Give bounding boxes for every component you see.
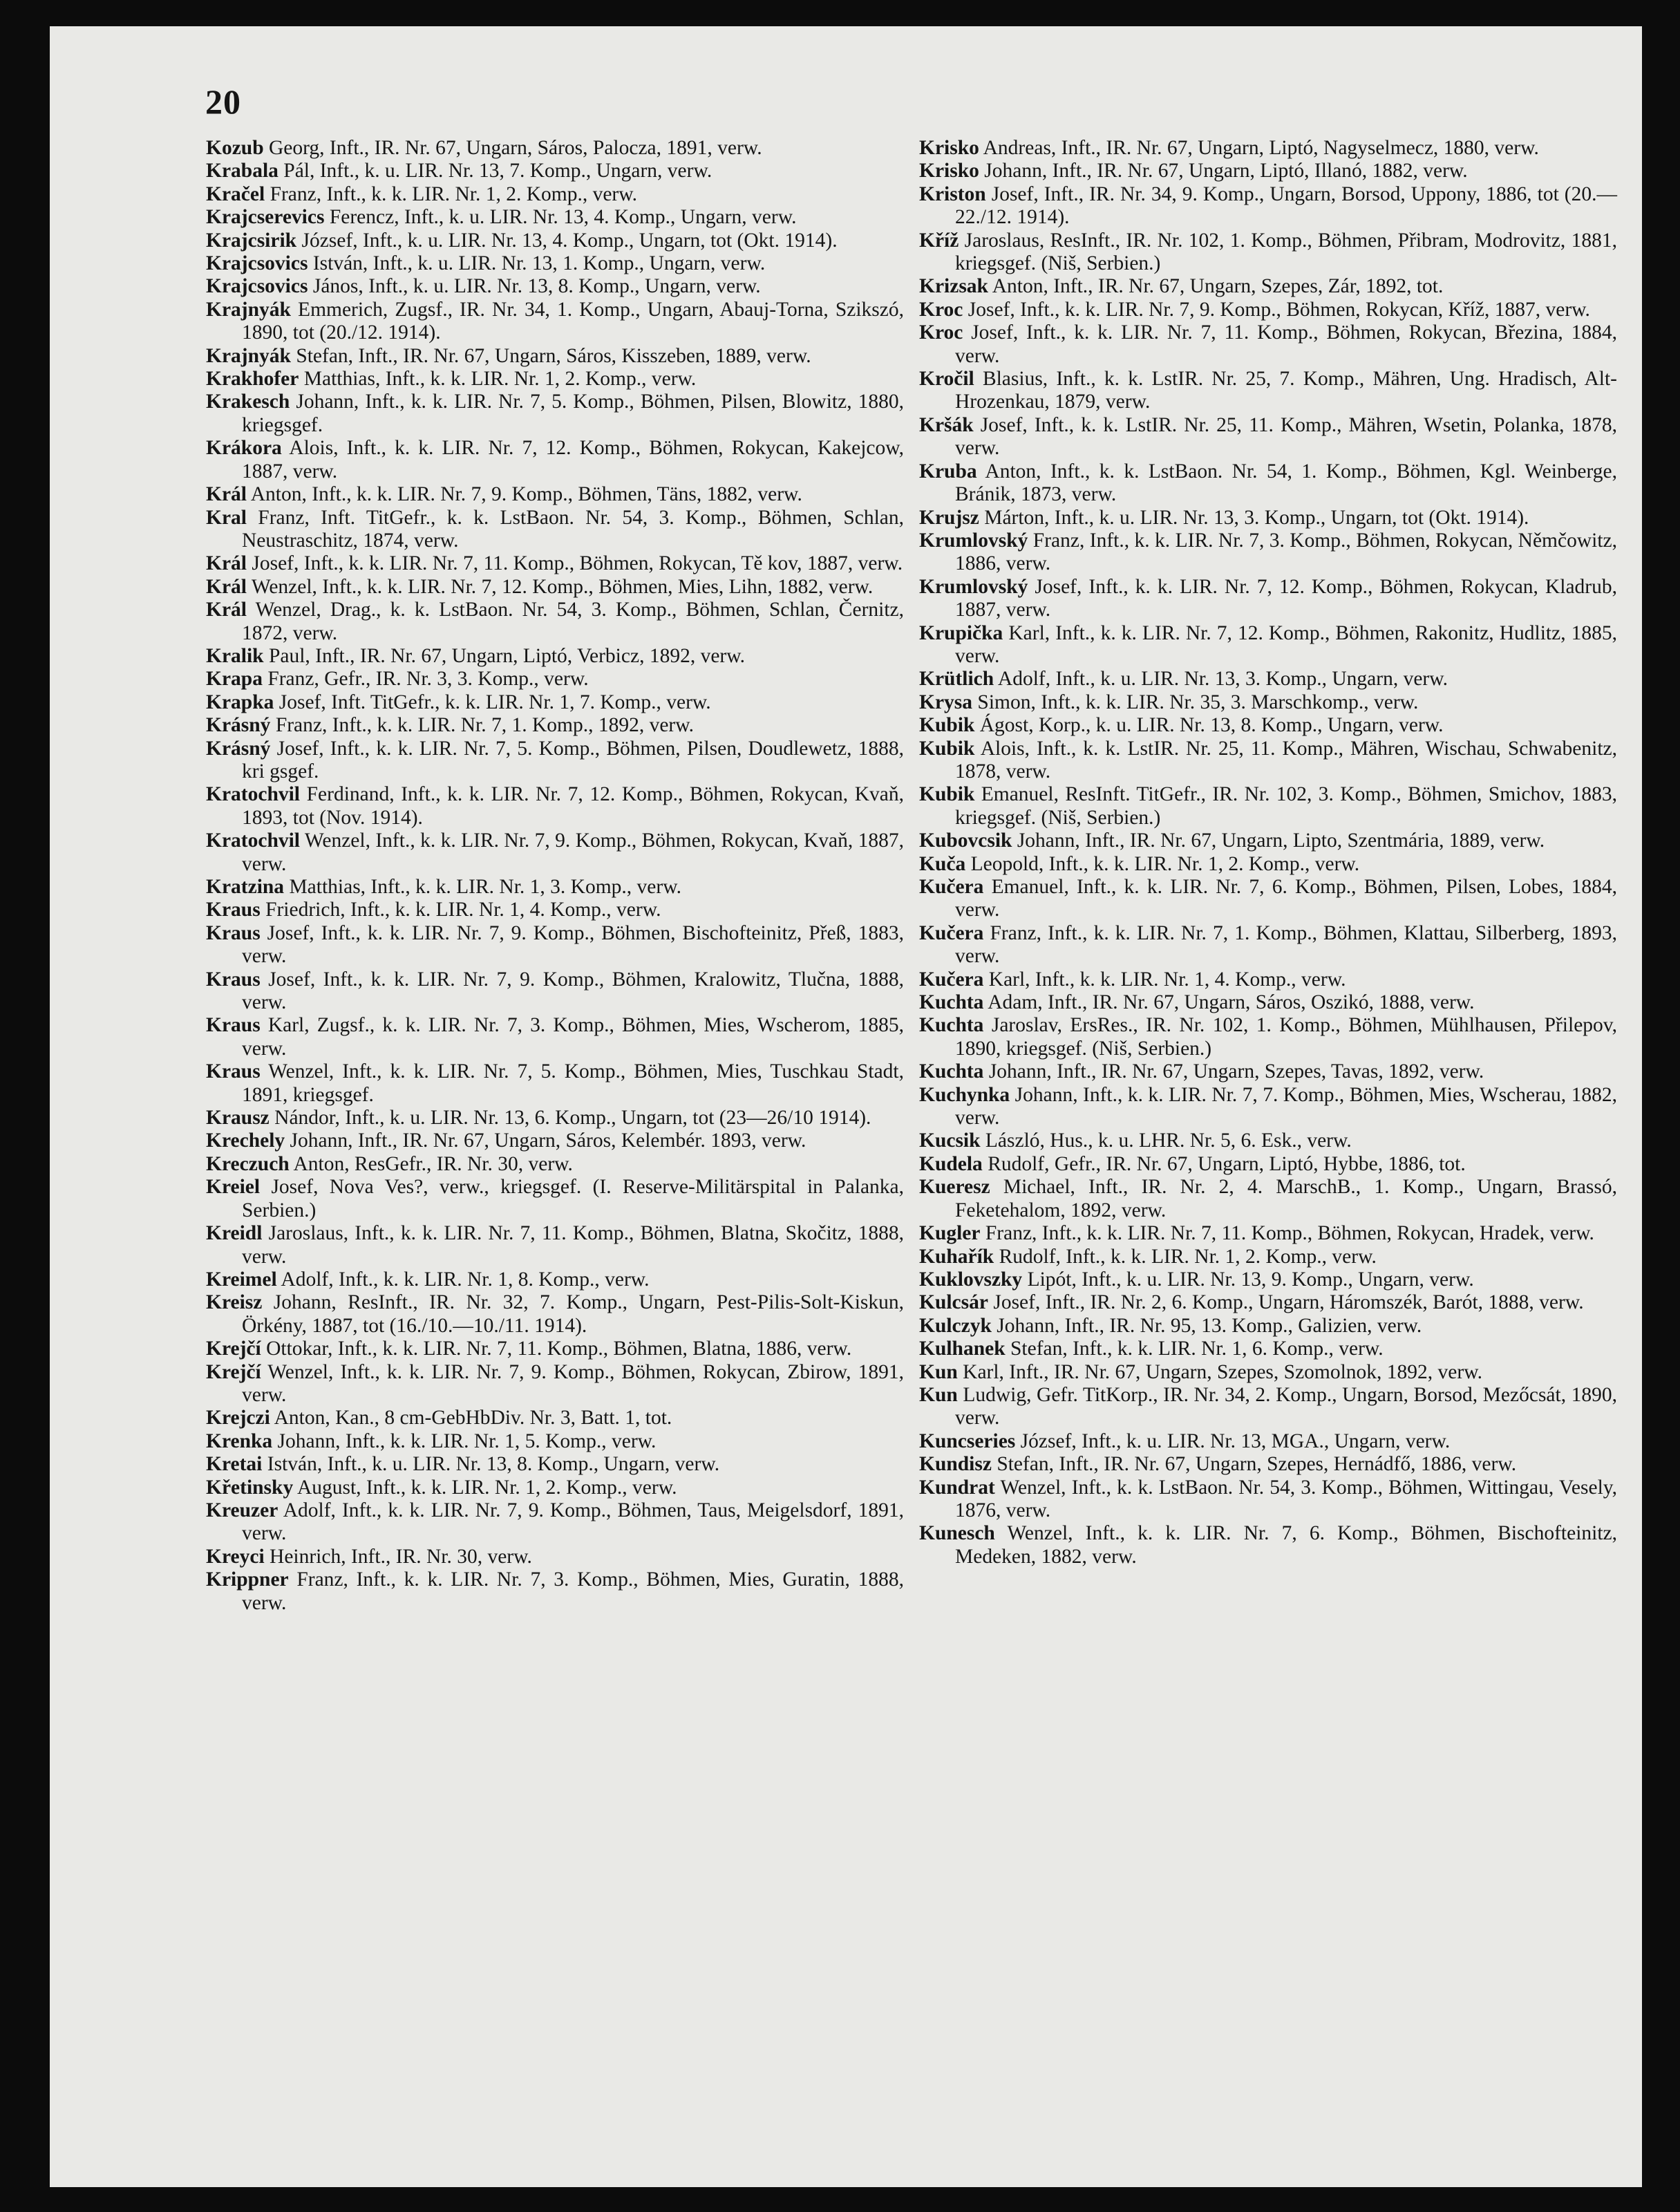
entry-details: Pál, Inft., k. u. LIR. Nr. 13, 7. Komp., Ungarn, verw. bbox=[283, 160, 712, 182]
entry-details: Ottokar, Inft., k. k. LIR. Nr. 7, 11. Komp., Böhmen, Blatna, 1886, verw. bbox=[266, 1338, 852, 1360]
entry-surname: Král bbox=[206, 483, 247, 506]
entry-details: Rudolf, Inft., k. k. LIR. Nr. 1, 2. Komp., verw. bbox=[999, 1245, 1377, 1268]
list-entry bbox=[919, 299, 1617, 321]
list-entry bbox=[919, 876, 1617, 922]
list-entry bbox=[206, 668, 904, 691]
list-entry bbox=[206, 1568, 904, 1615]
entry-details: Wenzel, Inft., k. k. LstBaon. Nr. 54, 3. Komp., Böhmen, Wittingau, Vesely, 1876, verw. bbox=[955, 1476, 1617, 1521]
list-entry bbox=[206, 137, 904, 160]
entry-surname: Kucsik bbox=[919, 1130, 981, 1152]
entry-details: Emanuel, ResInft. TitGefr., IR. Nr. 102, 3. Komp., Böhmen, Smichov, 1883, kriegsgef. (Niš, Serbien.) bbox=[955, 783, 1617, 829]
list-entry bbox=[919, 160, 1617, 182]
list-entry bbox=[919, 991, 1617, 1014]
entry-surname: Kraus bbox=[206, 968, 261, 991]
list-entry bbox=[919, 183, 1617, 229]
list-entry bbox=[206, 183, 904, 206]
list-entry bbox=[919, 1153, 1617, 1176]
entry-surname: Krujsz bbox=[919, 506, 979, 529]
entry-details: Adolf, Inft., k. k. LIR. Nr. 1, 8. Komp., verw. bbox=[281, 1268, 650, 1291]
entry-details: Karl, Inft., k. k. LIR. Nr. 1, 4. Komp., verw. bbox=[988, 968, 1346, 991]
list-entry bbox=[919, 368, 1617, 414]
list-entry bbox=[919, 1384, 1617, 1430]
entry-surname: Kubik bbox=[919, 783, 975, 806]
entry-surname: Kuchta bbox=[919, 1014, 984, 1037]
left-column bbox=[206, 137, 904, 1615]
entry-details: Wenzel, Inft., k. k. LIR. Nr. 7, 6. Komp., Böhmen, Bischofteinitz, Medeken, 1882, verw. bbox=[955, 1522, 1618, 1568]
entry-surname: Krajnyák bbox=[206, 344, 291, 367]
list-entry bbox=[206, 1546, 904, 1568]
entry-surname: Krapka bbox=[206, 691, 274, 713]
list-entry bbox=[206, 783, 904, 830]
list-entry bbox=[919, 1084, 1617, 1130]
entry-details: Josef, Nova Ves?, verw., kriegsgef. (I. Reserve-Militärspital in Palanka, Serbien.) bbox=[242, 1176, 905, 1221]
list-entry bbox=[206, 830, 904, 876]
list-entry bbox=[919, 668, 1617, 691]
entry-details: Josef, Inft., IR. Nr. 34, 9. Komp., Ungarn, Borsod, Uppony, 1886, tot (20.—22./12. 1914). bbox=[955, 182, 1618, 229]
entry-details: Stefan, Inft., k. k. LIR. Nr. 1, 6. Komp., verw. bbox=[1010, 1338, 1384, 1360]
entry-details: Johann, Inft., k. k. LIR. Nr. 7, 7. Komp., Böhmen, Mies, Wscherau, 1882, verw. bbox=[955, 1083, 1617, 1130]
list-entry bbox=[206, 299, 904, 345]
list-entry bbox=[206, 1107, 904, 1130]
entry-details: Johann, ResInft., IR. Nr. 32, 7. Komp., Ungarn, Pest-Pilis-Solt-Kiskun, Örkény, 1887, tot (16./10.—10./11. 1914). bbox=[242, 1291, 905, 1337]
entry-surname: Krajcsovics bbox=[206, 275, 308, 298]
entry-details: Johann, Inft., IR. Nr. 95, 13. Komp., Galizien, verw. bbox=[997, 1314, 1422, 1337]
entry-surname: Kreiel bbox=[206, 1176, 261, 1199]
list-entry bbox=[206, 1291, 904, 1338]
entry-surname: Kozub bbox=[206, 137, 264, 159]
entry-details: Wenzel, Inft., k. k. LIR. Nr. 7, 9. Komp., Böhmen, Rokycan, Kvaň, 1887, verw. bbox=[242, 830, 904, 875]
list-entry bbox=[919, 922, 1617, 968]
entry-details: Jaroslaus, Inft., k. k. LIR. Nr. 7, 11. Komp., Böhmen, Blatna, Skočitz, 1888, verw. bbox=[242, 1222, 905, 1268]
list-entry bbox=[206, 275, 904, 298]
entry-details: Franz, Inft., k. k. LIR. Nr. 7, 3. Komp., Böhmen, Rokycan, Němčowitz, 1886, verw. bbox=[955, 529, 1617, 575]
entry-details: Josef, Inft., k. k. LIR. Nr. 7, 11. Komp., Böhmen, Rokycan, Tě kov, 1887, verw. bbox=[252, 552, 903, 575]
entry-surname: Kršák bbox=[919, 413, 974, 436]
list-entry bbox=[919, 321, 1617, 368]
entry-surname: Krásný bbox=[206, 714, 271, 737]
list-entry bbox=[919, 714, 1617, 737]
entry-surname: Kuchynka bbox=[919, 1083, 1010, 1106]
list-entry bbox=[206, 160, 904, 182]
entry-surname: Krajcsirik bbox=[206, 229, 297, 252]
entry-details: Anton, Inft., k. k. LIR. Nr. 7, 9. Komp., Böhmen, Täns, 1882, verw. bbox=[250, 483, 802, 506]
entry-surname: Krásný bbox=[206, 737, 271, 760]
list-entry bbox=[919, 414, 1617, 460]
entry-surname: Kratzina bbox=[206, 876, 285, 898]
entry-surname: Kreidl bbox=[206, 1222, 263, 1245]
list-entry bbox=[206, 599, 904, 645]
entry-surname: Křetinsky bbox=[206, 1476, 294, 1499]
entry-surname: Kraus bbox=[206, 1014, 261, 1037]
list-entry bbox=[919, 1130, 1617, 1152]
entry-surname: Kueresz bbox=[919, 1176, 990, 1199]
entry-surname: Kraus bbox=[206, 899, 261, 921]
entry-surname: Krumlovský bbox=[919, 529, 1028, 552]
entry-surname: Kučera bbox=[919, 876, 984, 898]
entry-details: Johann, Inft., IR. Nr. 67, Ungarn, Szepes, Tavas, 1892, verw. bbox=[988, 1060, 1484, 1083]
entry-details: Anton, Inft., IR. Nr. 67, Ungarn, Szepes, Zár, 1892, tot. bbox=[992, 275, 1444, 298]
list-entry bbox=[919, 529, 1617, 576]
entry-surname: Kruba bbox=[919, 460, 977, 482]
list-entry bbox=[919, 622, 1617, 668]
list-entry bbox=[206, 1338, 904, 1360]
entry-details: Karl, Inft., IR. Nr. 67, Ungarn, Szepes, Szomolnok, 1892, verw. bbox=[963, 1360, 1482, 1383]
entry-surname: Kun bbox=[919, 1383, 958, 1406]
entry-details: Ágost, Korp., k. u. LIR. Nr. 13, 8. Komp., Ungarn, verw. bbox=[979, 714, 1444, 737]
list-entry bbox=[919, 1522, 1617, 1568]
entry-surname: Kraus bbox=[206, 1060, 261, 1083]
list-entry bbox=[206, 1222, 904, 1268]
list-entry bbox=[206, 645, 904, 668]
entry-surname: Krejčí bbox=[206, 1360, 261, 1383]
list-entry bbox=[206, 1477, 904, 1499]
entry-details: Adam, Inft., IR. Nr. 67, Ungarn, Sáros, Oszikó, 1888, verw. bbox=[988, 991, 1475, 1014]
entry-details: August, Inft., k. k. LIR. Nr. 1, 2. Komp., verw. bbox=[296, 1476, 677, 1499]
list-entry bbox=[206, 1130, 904, 1152]
entry-surname: Kračel bbox=[206, 182, 265, 205]
entry-details: Josef, Inft., k. k. LIR. Nr. 7, 9. Komp., Böhmen, Kralowitz, Tlučna, 1888, verw. bbox=[242, 968, 904, 1014]
entry-details: Ferdinand, Inft., k. k. LIR. Nr. 7, 12. Komp., Böhmen, Rokycan, Kvaň, 1893, tot (Nov. 1914). bbox=[242, 783, 905, 829]
entry-details: Rudolf, Gefr., IR. Nr. 67, Ungarn, Liptó, Hybbe, 1886, tot. bbox=[988, 1152, 1466, 1175]
list-entry bbox=[919, 738, 1617, 784]
entry-details: Franz, Inft., k. k. LIR. Nr. 7, 3. Komp., Böhmen, Mies, Guratin, 1888, verw. bbox=[242, 1568, 904, 1614]
entry-surname: Kříž bbox=[919, 229, 959, 252]
entry-details: Ferencz, Inft., k. u. LIR. Nr. 13, 4. Komp., Ungarn, verw. bbox=[329, 206, 797, 229]
list-entry bbox=[919, 1430, 1617, 1453]
entry-details: Wenzel, Inft., k. k. LIR. Nr. 7, 12. Komp., Böhmen, Mies, Lihn, 1882, verw. bbox=[251, 575, 874, 598]
entry-surname: Krechely bbox=[206, 1130, 285, 1152]
entry-details: Lipót, Inft., k. u. LIR. Nr. 13, 9. Komp., Ungarn, verw. bbox=[1027, 1268, 1474, 1291]
list-entry bbox=[206, 576, 904, 599]
entry-surname: Kubovcsik bbox=[919, 830, 1012, 852]
list-entry bbox=[206, 1453, 904, 1476]
entry-details: Anton, ResGefr., IR. Nr. 30, verw. bbox=[293, 1152, 573, 1175]
entry-details: Anton, Kan., 8 cm-GebHbDiv. Nr. 3, Batt. 1, tot. bbox=[274, 1407, 672, 1430]
list-entry bbox=[919, 1291, 1617, 1314]
entry-details: Wenzel, Inft., k. k. LIR. Nr. 7, 5. Komp., Böhmen, Mies, Tuschkau Stadt, 1891, kriegsgef. bbox=[242, 1060, 904, 1106]
list-entry bbox=[919, 1246, 1617, 1268]
entry-details: Josef, Inft., k. k. LIR. Nr. 7, 12. Komp., Böhmen, Rokycan, Kladrub, 1887, verw. bbox=[955, 575, 1617, 621]
entry-surname: Krajcserevics bbox=[206, 206, 325, 229]
entry-surname: Krippner bbox=[206, 1568, 289, 1591]
entry-details: Stefan, Inft., IR. Nr. 67, Ungarn, Sáros, Kisszeben, 1889, verw. bbox=[296, 344, 811, 367]
entry-details: Karl, Zugsf., k. k. LIR. Nr. 7, 3. Komp., Böhmen, Mies, Wscherom, 1885, verw. bbox=[242, 1014, 905, 1060]
entry-surname: Krejčí bbox=[206, 1338, 261, 1360]
entry-details: Paul, Inft., IR. Nr. 67, Ungarn, Liptó, Verbicz, 1892, verw. bbox=[268, 644, 745, 667]
entry-details: Jaroslav, ErsRes., IR. Nr. 102, 1. Komp., Böhmen, Mühlhausen, Přilepov, 1890, kriegsgef. (Niš, Serbien.) bbox=[955, 1014, 1618, 1060]
entry-details: Emanuel, Inft., k. k. LIR. Nr. 7, 6. Komp., Böhmen, Pilsen, Lobes, 1884, verw. bbox=[955, 876, 1617, 921]
entry-surname: Krisko bbox=[919, 137, 979, 159]
entry-details: Alois, Inft., k. k. LIR. Nr. 7, 12. Komp., Böhmen, Rokycan, Kakejcow, 1887, verw. bbox=[242, 437, 904, 482]
entry-details: Matthias, Inft., k. k. LIR. Nr. 1, 3. Komp., verw. bbox=[289, 876, 681, 898]
entry-details: Simon, Inft., k. k. LIR. Nr. 35, 3. Marschkomp., verw. bbox=[977, 691, 1419, 713]
list-entry bbox=[206, 738, 904, 784]
entry-details: Alois, Inft., k. k. LstIR. Nr. 25, 11. Komp., Mähren, Wischau, Schwabenitz, 1878, verw. bbox=[955, 737, 1617, 782]
entry-details: Johann, Inft., k. k. LIR. Nr. 7, 5. Komp., Böhmen, Pilsen, Blowitz, 1880, kriegsgef. bbox=[242, 391, 905, 436]
entry-surname: Kreisz bbox=[206, 1291, 263, 1314]
entry-details: Josef, Inft., k. k. LIR. Nr. 7, 9. Komp., Böhmen, Bischofteinitz, Přeß, 1883, verw. bbox=[242, 921, 904, 968]
entry-details: Anton, Inft., k. k. LstBaon. Nr. 54, 1. Komp., Böhmen, Kgl. Weinberge, Bránik, 1873, verw. bbox=[955, 460, 1617, 506]
entry-surname: Krapa bbox=[206, 668, 263, 691]
entry-details: Franz, Inft., k. k. LIR. Nr. 7, 1. Komp., 1892, verw. bbox=[275, 714, 695, 737]
entry-surname: Kuča bbox=[919, 852, 966, 875]
entry-surname: Krizsak bbox=[919, 275, 988, 298]
entry-details: Wenzel, Drag., k. k. LstBaon. Nr. 54, 3. Komp., Böhmen, Schlan, Černitz, 1872, verw. bbox=[242, 599, 905, 644]
right-column bbox=[919, 137, 1617, 1568]
entry-surname: Kuklovszky bbox=[919, 1268, 1023, 1291]
entry-surname: Krisko bbox=[919, 160, 979, 182]
list-entry bbox=[919, 1338, 1617, 1360]
entry-surname: Kratochvil bbox=[206, 783, 301, 806]
list-entry bbox=[206, 1176, 904, 1222]
entry-details: Franz, Inft., k. k. LIR. Nr. 1, 2. Komp., verw. bbox=[270, 182, 638, 205]
list-entry bbox=[919, 691, 1617, 714]
entry-surname: Kuncseries bbox=[919, 1430, 1016, 1452]
entry-details: Johann, Inft., IR. Nr. 67, Ungarn, Liptó, Illanó, 1882, verw. bbox=[984, 160, 1468, 182]
entry-details: Friedrich, Inft., k. k. LIR. Nr. 1, 4. Komp., verw. bbox=[265, 899, 661, 921]
entry-surname: Kulhanek bbox=[919, 1338, 1006, 1360]
entry-surname: Král bbox=[206, 575, 247, 598]
entry-details: Emmerich, Zugsf., IR. Nr. 34, 1. Komp., Ungarn, Abauj-Torna, Szikszó, 1890, tot (20./12. 1914). bbox=[242, 298, 905, 344]
entry-surname: Krakhofer bbox=[206, 368, 299, 391]
list-entry bbox=[206, 1407, 904, 1430]
entry-surname: Krajnyák bbox=[206, 298, 291, 321]
list-entry bbox=[206, 1014, 904, 1060]
entry-surname: Kroc bbox=[919, 298, 963, 321]
entry-surname: Kundisz bbox=[919, 1453, 992, 1476]
entry-surname: Kretai bbox=[206, 1453, 263, 1476]
entry-surname: Krenka bbox=[206, 1430, 273, 1452]
list-entry bbox=[206, 922, 904, 968]
entry-surname: Kubik bbox=[919, 714, 975, 737]
entry-surname: Kulcsár bbox=[919, 1291, 988, 1314]
list-entry bbox=[919, 1176, 1617, 1222]
list-entry bbox=[206, 552, 904, 575]
entry-surname: Kučera bbox=[919, 968, 984, 991]
list-entry bbox=[919, 1361, 1617, 1384]
entry-details: Heinrich, Inft., IR. Nr. 30, verw. bbox=[270, 1545, 532, 1568]
entry-details: Ludwig, Gefr. TitKorp., IR. Nr. 34, 2. Komp., Ungarn, Borsod, Mezőcsát, 1890, verw. bbox=[955, 1383, 1618, 1430]
entry-details: Georg, Inft., IR. Nr. 67, Ungarn, Sáros, Palocza, 1891, verw. bbox=[268, 137, 762, 159]
list-entry bbox=[206, 437, 904, 483]
list-entry bbox=[206, 507, 904, 553]
entry-surname: Krajcsovics bbox=[206, 252, 308, 275]
entry-details: Johann, Inft., k. k. LIR. Nr. 1, 5. Komp., verw. bbox=[277, 1430, 657, 1452]
list-entry bbox=[206, 1060, 904, 1107]
list-entry bbox=[919, 460, 1617, 507]
entry-surname: Kreczuch bbox=[206, 1152, 290, 1175]
list-entry bbox=[206, 368, 904, 391]
entry-surname: Kudela bbox=[919, 1152, 983, 1175]
entry-details: Josef, Inft., k. k. LIR. Nr. 7, 11. Komp., Böhmen, Rokycan, Březina, 1884, verw. bbox=[955, 321, 1618, 367]
entry-details: Josef, Inft., IR. Nr. 2, 6. Komp., Ungarn, Háromszék, Barót, 1888, verw. bbox=[993, 1291, 1584, 1314]
entry-surname: Kriston bbox=[919, 182, 986, 205]
entry-surname: Krejczi bbox=[206, 1407, 270, 1430]
entry-details: Josef, Inft., k. k. LIR. Nr. 7, 5. Komp., Böhmen, Pilsen, Doudlewetz, 1888, kri gsgef. bbox=[242, 737, 904, 782]
entry-details: Franz, Gefr., IR. Nr. 3, 3. Komp., verw. bbox=[267, 668, 589, 691]
list-entry bbox=[206, 229, 904, 252]
entry-surname: Kulczyk bbox=[919, 1314, 992, 1337]
list-entry bbox=[919, 275, 1617, 298]
entry-details: Franz, Inft., k. k. LIR. Nr. 7, 11. Komp., Böhmen, Rokycan, Hradek, verw. bbox=[985, 1222, 1594, 1245]
list-entry bbox=[206, 1268, 904, 1291]
entry-surname: Kral bbox=[206, 506, 247, 529]
entry-surname: Krysa bbox=[919, 691, 973, 713]
list-entry bbox=[919, 1222, 1617, 1245]
entry-surname: Kratochvil bbox=[206, 830, 301, 852]
list-entry bbox=[919, 229, 1617, 276]
entry-details: Karl, Inft., k. k. LIR. Nr. 7, 12. Komp., Böhmen, Rakonitz, Hudlitz, 1885, verw. bbox=[955, 621, 1617, 667]
entry-surname: Kugler bbox=[919, 1222, 981, 1245]
list-entry bbox=[919, 576, 1617, 622]
entry-details: Wenzel, Inft., k. k. LIR. Nr. 7, 9. Komp., Böhmen, Rokycan, Zbirow, 1891, verw. bbox=[242, 1360, 905, 1406]
entry-surname: Kunesch bbox=[919, 1522, 995, 1545]
list-entry bbox=[206, 968, 904, 1015]
list-entry bbox=[919, 830, 1617, 852]
entry-surname: Kuhařík bbox=[919, 1245, 994, 1268]
list-entry bbox=[919, 1453, 1617, 1476]
list-entry bbox=[919, 1014, 1617, 1060]
entry-details: Adolf, Inft., k. k. LIR. Nr. 7, 9. Komp., Böhmen, Taus, Meigelsdorf, 1891, verw. bbox=[242, 1499, 904, 1545]
list-entry bbox=[206, 206, 904, 229]
list-entry bbox=[206, 345, 904, 368]
entry-details: Franz, Inft. TitGefr., k. k. LstBaon. Nr. 54, 3. Komp., Böhmen, Schlan, Neustraschitz, 1874, verw. bbox=[242, 506, 904, 552]
list-entry bbox=[919, 137, 1617, 160]
list-entry bbox=[206, 252, 904, 275]
list-entry bbox=[206, 691, 904, 714]
entry-surname: Kroc bbox=[919, 321, 963, 344]
page-number: 20 bbox=[205, 82, 241, 121]
entry-details: Matthias, Inft., k. k. LIR. Nr. 1, 2. Komp., verw. bbox=[303, 368, 697, 391]
entry-surname: Král bbox=[206, 552, 247, 575]
list-entry bbox=[919, 1477, 1617, 1523]
entry-details: Franz, Inft., k. k. LIR. Nr. 7, 1. Komp., Böhmen, Klattau, Silberberg, 1893, verw. bbox=[955, 921, 1617, 968]
list-entry bbox=[919, 1060, 1617, 1083]
entry-surname: Krakesch bbox=[206, 391, 290, 413]
list-entry bbox=[919, 1315, 1617, 1338]
list-entry bbox=[206, 899, 904, 921]
entry-details: Josef, Inft., k. k. LstIR. Nr. 25, 11. Komp., Mähren, Wsetin, Polanka, 1878, verw. bbox=[955, 413, 1617, 460]
list-entry bbox=[919, 853, 1617, 876]
list-entry bbox=[919, 1268, 1617, 1291]
list-entry bbox=[206, 876, 904, 899]
list-entry bbox=[919, 783, 1617, 830]
entry-surname: Krumlovský bbox=[919, 575, 1028, 598]
entry-details: Andreas, Inft., IR. Nr. 67, Ungarn, Liptó, Nagyselmecz, 1880, verw. bbox=[983, 137, 1539, 159]
entry-surname: Kučera bbox=[919, 921, 984, 944]
document-page bbox=[50, 26, 1642, 2187]
entry-details: Blasius, Inft., k. k. LstIR. Nr. 25, 7. Komp., Mähren, Ung. Hradisch, Alt-Hrozenkau, 1879, verw. bbox=[955, 368, 1617, 413]
entry-surname: Kročil bbox=[919, 368, 974, 391]
entry-surname: Kuchta bbox=[919, 991, 984, 1014]
entry-details: Adolf, Inft., k. u. LIR. Nr. 13, 3. Komp., Ungarn, verw. bbox=[997, 668, 1448, 691]
list-entry bbox=[919, 968, 1617, 991]
entry-surname: Kraus bbox=[206, 921, 261, 944]
entry-details: Josef, Inft. TitGefr., k. k. LIR. Nr. 1, 7. Komp., verw. bbox=[279, 691, 711, 713]
entry-surname: Kreuzer bbox=[206, 1499, 279, 1521]
entry-surname: Kreimel bbox=[206, 1268, 277, 1291]
entry-surname: Kun bbox=[919, 1360, 958, 1383]
entry-surname: Krausz bbox=[206, 1107, 270, 1130]
entry-details: Johann, Inft., IR. Nr. 67, Ungarn, Sáros, Kelembér. 1893, verw. bbox=[290, 1130, 806, 1152]
list-entry bbox=[206, 1499, 904, 1546]
list-entry bbox=[919, 507, 1617, 529]
entry-surname: Krütlich bbox=[919, 668, 994, 691]
entry-surname: Kuchta bbox=[919, 1060, 984, 1083]
entry-details: István, Inft., k. u. LIR. Nr. 13, 1. Komp., Ungarn, verw. bbox=[312, 252, 766, 275]
entry-details: István, Inft., k. u. LIR. Nr. 13, 8. Komp., Ungarn, verw. bbox=[267, 1453, 720, 1476]
entry-details: Stefan, Inft., IR. Nr. 67, Ungarn, Szepes, Hernádfő, 1886, verw. bbox=[997, 1453, 1517, 1476]
list-entry bbox=[206, 714, 904, 737]
entry-details: Nándor, Inft., k. u. LIR. Nr. 13, 6. Komp., Ungarn, tot (23—26/10 1914). bbox=[274, 1107, 871, 1130]
entry-surname: Krupička bbox=[919, 621, 1003, 644]
entry-details: Leopold, Inft., k. k. LIR. Nr. 1, 2. Komp., verw. bbox=[970, 852, 1360, 875]
entry-details: Jaroslaus, ResInft., IR. Nr. 102, 1. Komp., Böhmen, Přibram, Modrovitz, 1881, kriegsgef. (Niš, Serbien.) bbox=[955, 229, 1618, 275]
entry-surname: Krabala bbox=[206, 160, 279, 182]
entry-details: Michael, Inft., IR. Nr. 2, 4. MarschB., 1. Komp., Ungarn, Brassó, Feketehalom, 1892, verw. bbox=[955, 1176, 1617, 1221]
entry-details: László, Hus., k. u. LHR. Nr. 5, 6. Esk., verw. bbox=[985, 1130, 1352, 1152]
entry-details: Márton, Inft., k. u. LIR. Nr. 13, 3. Komp., Ungarn, tot (Okt. 1914). bbox=[984, 506, 1529, 529]
list-entry bbox=[206, 483, 904, 506]
list-entry bbox=[206, 1153, 904, 1176]
list-entry bbox=[206, 1430, 904, 1453]
entry-surname: Kralik bbox=[206, 644, 264, 667]
entry-surname: Král bbox=[206, 599, 247, 621]
entry-surname: Kundrat bbox=[919, 1476, 995, 1499]
entry-details: János, Inft., k. u. LIR. Nr. 13, 8. Komp., Ungarn, verw. bbox=[312, 275, 761, 298]
entry-surname: Kubik bbox=[919, 737, 975, 760]
list-entry bbox=[206, 1361, 904, 1407]
entry-surname: Kreyci bbox=[206, 1545, 265, 1568]
entry-details: Josef, Inft., k. k. LIR. Nr. 7, 9. Komp., Böhmen, Rokycan, Kříž, 1887, verw. bbox=[968, 298, 1590, 321]
entry-surname: Krákora bbox=[206, 437, 282, 460]
entry-details: József, Inft., k. u. LIR. Nr. 13, 4. Komp., Ungarn, tot (Okt. 1914). bbox=[301, 229, 838, 252]
entry-details: József, Inft., k. u. LIR. Nr. 13, MGA., Ungarn, verw. bbox=[1020, 1430, 1451, 1452]
entry-details: Johann, Inft., IR. Nr. 67, Ungarn, Lipto, Szentmária, 1889, verw. bbox=[1017, 830, 1545, 852]
list-entry bbox=[206, 391, 904, 437]
